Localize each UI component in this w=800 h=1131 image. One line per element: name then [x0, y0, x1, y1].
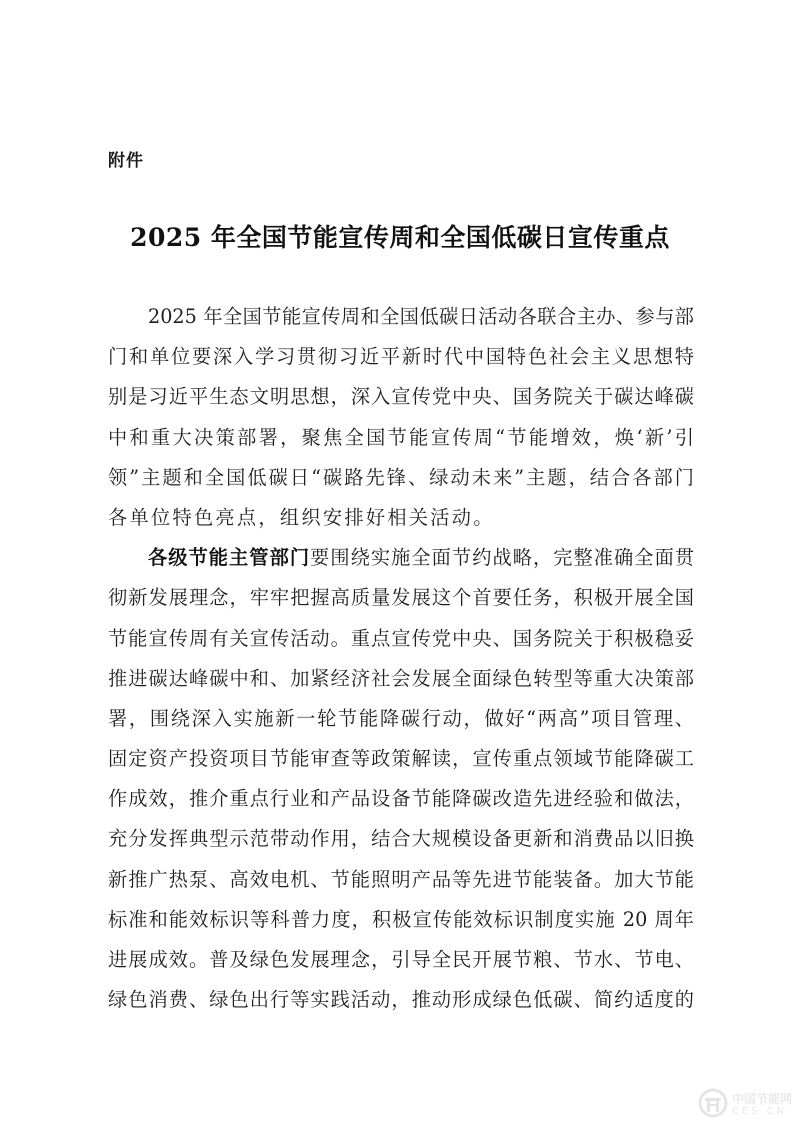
paragraph-1-line-2: 门和单位要深入学习贯彻习近平新时代中国特色社会主义思想特 — [108, 345, 694, 369]
watermark-en-text: CES.CN — [731, 1106, 788, 1117]
paragraph-1-line-5: 领”主题和全国低碳日“碳路先锋、绿动未来”主题，结合各部门 — [108, 465, 694, 489]
ces-logo-icon — [697, 1087, 729, 1123]
document-title: 2025 年全国节能宣传周和全国低碳日宣传重点 — [130, 223, 670, 252]
paragraph-2-line-4: 推进碳达峰碳中和、加紧经济社会发展全面绿色转型等重大决策部 — [108, 666, 694, 690]
watermark-cn-text: 中国节能网 — [731, 1092, 792, 1106]
attachment-label: 附件 — [108, 151, 144, 171]
watermark-text — [732, 1093, 792, 1117]
paragraph-2-line-8: 充分发挥典型示范带动作用，结合大规模设备更新和消费品以旧换 — [108, 827, 694, 851]
paragraph-2-line-3: 节能宣传周有关宣传活动。重点宣传党中央、国务院关于积极稳妥 — [108, 626, 694, 650]
paragraph-2-line-10: 标准和能效标识等科普力度，积极宣传能效标识制度实施 20 周年 — [108, 907, 694, 931]
paragraph-2-line-12: 绿色消费、绿色出行等实践活动，推动形成绿色低碳、简约适度的 — [108, 988, 694, 1012]
document-body — [108, 297, 694, 1020]
paragraph-2-line-1 — [108, 538, 694, 578]
paragraph-2-line-5: 署，围绕深入实施新一轮节能降碳行动，做好“两高”项目管理、 — [108, 706, 694, 730]
paragraph-1-line-6: 各单位特色亮点，组织安排好相关活动。 — [108, 505, 495, 529]
paragraph-2-line-9: 新推广热泵、高效电机、节能照明产品等先进节能装备。加大节能 — [108, 867, 694, 891]
paragraph-1-line-4: 中和重大决策部署，聚焦全国节能宣传周“节能增效，焕‘新’引 — [108, 425, 694, 449]
site-watermark — [697, 1087, 792, 1123]
paragraph-2-lead-emphasis: 各级节能主管部门 — [148, 546, 311, 570]
paragraph-2-line-1-text: 要围绕实施全面节约战略，完整准确全面贯 — [310, 546, 695, 570]
paragraph-1-line-1: 2025 年全国节能宣传周和全国低碳日活动各联合主办、参与部 — [148, 305, 694, 328]
paragraph-2-line-2: 彻新发展理念，牢牢把握高质量发展这个首要任务，积极开展全国 — [108, 586, 694, 610]
paragraph-2-line-11: 进展成效。普及绿色发展理念，引导全民开展节粮、节水、节电、 — [108, 948, 694, 971]
paragraph-2-line-7: 作成效，推介重点行业和产品设备节能降碳改造先进经验和做法， — [108, 787, 694, 811]
paragraph-2-line-6: 固定资产投资项目节能审查等政策解读，宣传重点领域节能降碳工 — [108, 747, 694, 771]
paragraph-1-line-3: 别是习近平生态文明思想，深入宣传党中央、国务院关于碳达峰碳 — [108, 385, 694, 409]
